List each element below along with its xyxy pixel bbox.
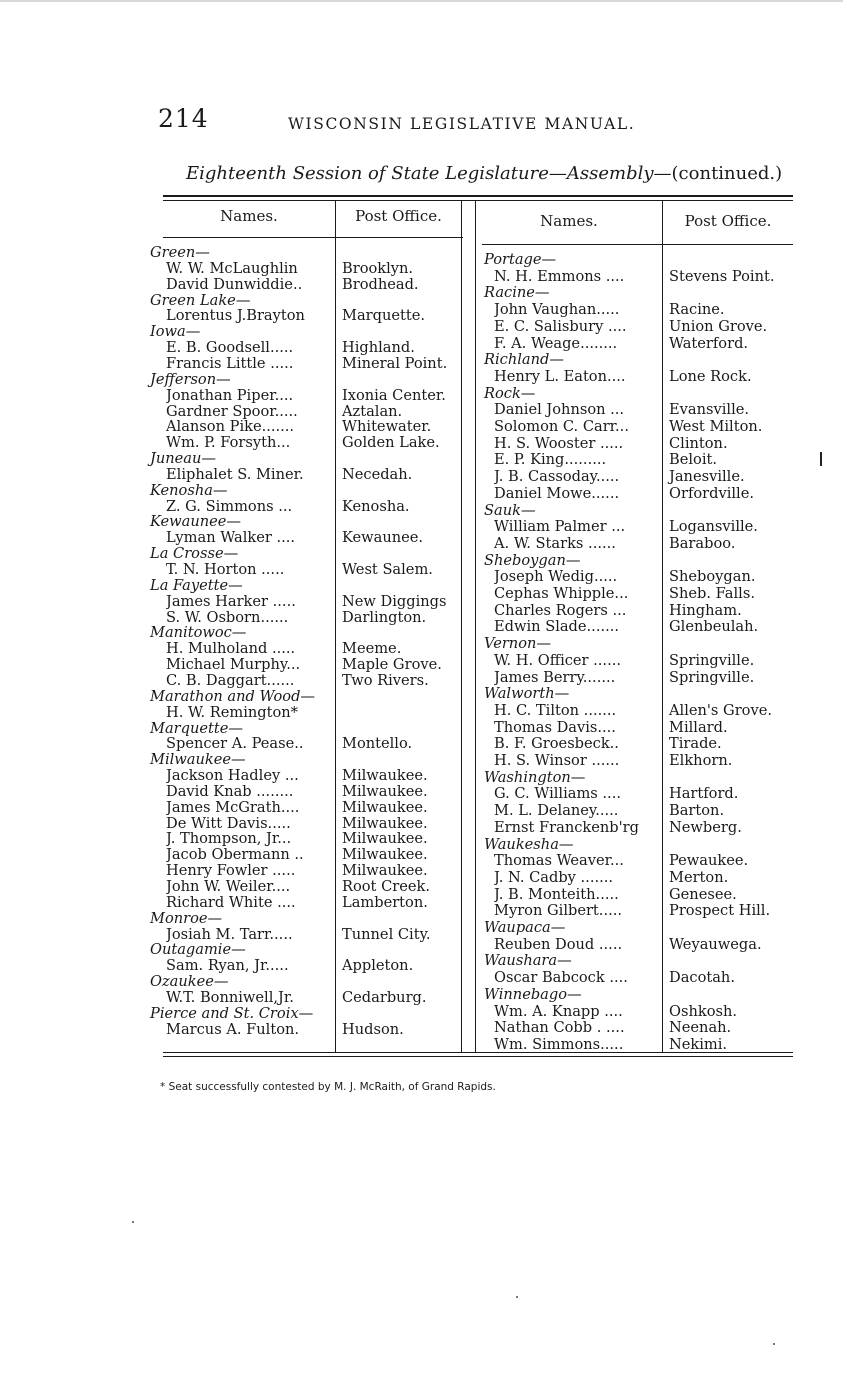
post-office: Milwaukee. <box>342 798 428 816</box>
member-name: N. H. Emmons .... <box>494 268 625 285</box>
member-name: G. C. Williams .... <box>494 786 621 803</box>
scan-top-edge <box>0 0 843 2</box>
county-heading: Marquette— <box>150 719 243 737</box>
county-heading: Kenosha— <box>150 481 228 499</box>
post-office: Milwaukee. <box>342 846 428 864</box>
member-name: B. F. Groesbeck.. <box>494 736 619 753</box>
member-name: De Witt Davis..... <box>166 815 291 832</box>
member-name: Wm. A. Knapp .... <box>494 1003 623 1020</box>
member-name: J. B. Cassoday..... <box>494 469 620 486</box>
member-name: John Vaughan..... <box>494 302 620 319</box>
post-office: Marquette. <box>342 307 426 325</box>
county-heading: Winnebago— <box>484 985 582 1003</box>
member-name: Cephas Whipple... <box>494 586 629 602</box>
county-heading: Waukesha— <box>484 835 574 853</box>
member-name: Wm. P. Forsyth... <box>166 435 291 452</box>
member-name: Richard White .... <box>166 894 296 911</box>
member-name: Josiah M. Tarr..... <box>166 926 293 943</box>
table-bottom-rule-2 <box>163 1056 793 1057</box>
county-heading: Monroe— <box>150 909 223 927</box>
county-heading: Portage— <box>484 251 557 268</box>
county-heading: Vernon— <box>484 635 551 653</box>
post-office: Neenah. <box>669 1019 732 1037</box>
post-office: Merton. <box>669 868 729 886</box>
county-heading: Jefferson— <box>150 370 231 388</box>
county-heading: Sheboygan— <box>484 551 581 569</box>
divider-center-2 <box>475 201 476 1052</box>
member-name: F. A. Weage........ <box>494 335 618 352</box>
county-heading: Pierce and St. Croix— <box>150 1004 314 1022</box>
post-office: Clinton. <box>669 434 728 452</box>
post-office: Millard. <box>669 718 728 736</box>
member-name: H. S. Wooster ..... <box>494 435 624 452</box>
member-name: H. S. Winsor ...... <box>494 753 620 769</box>
member-name: Thomas Weaver... <box>494 853 624 870</box>
member-name: Spencer A. Pease.. <box>166 736 304 753</box>
member-name: Jonathan Piper.... <box>166 387 294 404</box>
county-heading: Outagamie— <box>150 941 246 959</box>
county-heading: Waupaca— <box>484 919 566 936</box>
post-office: Lamberton. <box>342 893 428 911</box>
left-names-header: Names. <box>220 207 278 225</box>
divider-left-table <box>335 201 336 1052</box>
post-office: Nekimi. <box>669 1035 728 1053</box>
margin-mark <box>820 452 822 466</box>
post-office: Ixonia Center. <box>342 386 446 404</box>
post-office: Springville. <box>669 668 755 686</box>
post-office: Necedah. <box>342 465 413 483</box>
member-name: E. B. Goodsell..... <box>166 340 294 357</box>
post-office: New Diggings <box>342 592 447 610</box>
right-post-office-header: Post Office. <box>684 212 772 230</box>
member-name: J. N. Cadby ....... <box>494 869 614 886</box>
subtitle-italic: Eighteenth Session of State Legislature—Assembly— <box>186 163 672 184</box>
post-office: West Salem. <box>342 561 433 578</box>
member-name: Henry L. Eaton.... <box>494 368 626 385</box>
member-name: J. B. Monteith..... <box>494 886 619 903</box>
member-name: Alanson Pike....... <box>166 419 295 436</box>
member-name: Jackson Hadley ... <box>166 768 299 785</box>
county-heading: Richland— <box>484 351 564 369</box>
page-number: 214 <box>158 104 209 133</box>
member-name: S. W. Osborn...... <box>166 609 289 626</box>
post-office: Hartford. <box>669 785 739 803</box>
post-office: Appleton. <box>342 957 414 975</box>
table-subtitle <box>186 163 782 184</box>
post-office: Evansville. <box>669 401 750 419</box>
post-office: Root Creek. <box>342 878 430 895</box>
member-name: Z. G. Simmons ... <box>166 498 293 515</box>
post-office: Elkhorn. <box>669 752 733 769</box>
post-office: Brodhead. <box>342 275 419 293</box>
member-name: Daniel Mowe...... <box>494 485 620 502</box>
county-heading: Marathon and Wood— <box>150 687 316 705</box>
member-name: Edwin Slade....... <box>494 619 620 636</box>
county-heading: La Crosse— <box>150 545 239 563</box>
header-rule-left <box>163 237 463 238</box>
post-office: Lone Rock. <box>669 367 752 385</box>
post-office: Kewaunee. <box>342 529 424 547</box>
table-top-rule <box>163 195 793 197</box>
post-office: Tunnel City. <box>342 925 431 943</box>
post-office: Milwaukee. <box>342 782 428 800</box>
post-office: Springville. <box>669 651 755 669</box>
member-name: John W. Weiler.... <box>166 879 291 895</box>
member-name: David Dunwiddie.. <box>166 276 303 293</box>
county-heading: Waushara— <box>484 952 572 970</box>
post-office: Kenosha. <box>342 497 410 515</box>
member-name: Eliphalet S. Miner. <box>166 466 304 483</box>
member-name: H. Mulholand ..... <box>166 641 296 658</box>
post-office: Newberg. <box>669 818 742 836</box>
right-names-header: Names. <box>540 212 598 230</box>
member-name: Solomon C. Carr... <box>494 419 629 435</box>
member-name: James McGrath.... <box>166 799 300 816</box>
county-heading: Green Lake— <box>150 291 251 309</box>
post-office: West Milton. <box>669 418 763 435</box>
post-office: Pewaukee. <box>669 852 749 870</box>
post-office: Milwaukee. <box>342 767 428 785</box>
post-office: Racine. <box>669 301 725 319</box>
member-name: H. W. Remington* <box>166 704 298 721</box>
member-name: W. W. McLaughlin <box>166 260 298 277</box>
county-heading: Rock— <box>484 384 536 402</box>
member-name: Joseph Wedig..... <box>494 569 618 586</box>
post-office: Union Grove. <box>669 317 768 335</box>
member-name: A. W. Starks ...... <box>494 535 616 552</box>
post-office: Montello. <box>342 735 413 753</box>
member-name: Marcus A. Fulton. <box>166 1021 300 1038</box>
member-name: Gardner Spoor..... <box>166 403 298 420</box>
post-office: Barton. <box>669 802 725 820</box>
county-heading: Milwaukee— <box>150 751 246 769</box>
post-office: Mineral Point. <box>342 354 448 372</box>
post-office: Cedarburg. <box>342 988 427 1006</box>
scan-speck <box>132 1221 134 1223</box>
post-office: Glenbeulah. <box>669 618 759 636</box>
post-office: Dacotah. <box>669 969 735 987</box>
post-office: Aztalan. <box>342 402 403 420</box>
post-office: Maple Grove. <box>342 656 442 674</box>
post-office: Milwaukee. <box>342 862 428 880</box>
post-office: Janesville. <box>669 468 745 486</box>
member-name: David Knab ........ <box>166 783 294 800</box>
member-name: E. P. King......... <box>494 452 607 469</box>
table-top-rule-thin <box>163 200 793 201</box>
county-heading: Racine— <box>484 284 550 302</box>
scan-speck <box>773 1343 775 1345</box>
post-office: Weyauwega. <box>669 935 762 953</box>
scan-speck <box>516 1296 518 1298</box>
county-heading: Green— <box>150 244 210 261</box>
member-name: Lyman Walker .... <box>166 530 296 547</box>
subtitle-plain: (continued.) <box>671 163 783 184</box>
member-name: Michael Murphy... <box>166 657 301 674</box>
post-office: Darlington. <box>342 608 427 626</box>
member-name: James Harker ..... <box>166 593 296 610</box>
post-office: Baraboo. <box>669 534 736 552</box>
county-heading: Ozaukee— <box>150 973 229 991</box>
post-office: Hudson. <box>342 1020 404 1038</box>
member-name: Charles Rogers ... <box>494 602 627 619</box>
post-office: Brooklyn. <box>342 259 414 277</box>
county-heading: Iowa— <box>150 323 201 341</box>
member-name: Reuben Doud ..... <box>494 936 623 953</box>
member-name: Myron Gilbert..... <box>494 903 622 920</box>
member-name: Francis Little ..... <box>166 355 294 372</box>
county-heading: Sauk— <box>484 501 536 519</box>
member-name: H. C. Tilton ....... <box>494 702 617 719</box>
post-office: Orfordville. <box>669 484 754 502</box>
post-office: Beloit. <box>669 451 717 469</box>
member-name: W. H. Officer ...... <box>494 652 621 669</box>
post-office: Whitewater. <box>342 418 432 436</box>
post-office: Logansville. <box>669 518 758 536</box>
member-name: Ernst Franckenb'rg <box>494 819 639 836</box>
divider-right-table <box>662 201 663 1052</box>
post-office: Oshkosh. <box>669 1002 738 1020</box>
divider-center-1 <box>461 201 462 1052</box>
county-heading: Manitowoc— <box>150 624 247 642</box>
member-name: T. N. Horton ..... <box>166 562 285 578</box>
post-office: Prospect Hill. <box>669 902 771 920</box>
footnote: * Seat successfully contested by M. J. McRaith, of Grand Rapids. <box>160 1081 496 1093</box>
member-name: E. C. Salisbury .... <box>494 318 627 335</box>
member-name: J. Thompson, Jr... <box>166 831 292 848</box>
county-heading: Juneau— <box>150 450 216 468</box>
running-head: WISCONSIN LEGISLATIVE MANUAL. <box>288 115 636 133</box>
post-office: Highland. <box>342 339 415 357</box>
post-office: Golden Lake. <box>342 434 440 452</box>
member-name: James Berry....... <box>494 669 616 686</box>
member-name: Oscar Babcock .... <box>494 970 628 987</box>
member-name: William Palmer ... <box>494 519 626 536</box>
post-office: Meeme. <box>342 640 402 658</box>
post-office: Waterford. <box>669 334 749 352</box>
post-office: Hingham. <box>669 601 742 619</box>
member-name: M. L. Delaney..... <box>494 803 619 820</box>
member-name: C. B. Daggart...... <box>166 672 295 689</box>
header-rule-right <box>482 244 793 245</box>
member-name: Lorentus J.Brayton <box>166 308 305 325</box>
member-name: Wm. Simmons..... <box>494 1036 624 1053</box>
post-office: Milwaukee. <box>342 814 428 832</box>
post-office: Two Rivers. <box>342 671 429 689</box>
county-heading: Washington— <box>484 768 586 786</box>
member-name: Thomas Davis.... <box>494 719 616 736</box>
post-office: Tirade. <box>669 735 722 753</box>
county-heading: Kewaunee— <box>150 513 242 531</box>
member-name: Henry Fowler ..... <box>166 863 296 880</box>
member-name: Nathan Cobb . .... <box>494 1020 625 1037</box>
left-post-office-header: Post Office. <box>355 207 442 225</box>
post-office: Allen's Grove. <box>669 701 772 719</box>
member-name: Jacob Obermann .. <box>166 847 304 864</box>
member-name: W.T. Bonniwell,Jr. <box>166 989 294 1006</box>
county-heading: Walworth— <box>484 685 570 703</box>
member-name: Daniel Johnson ... <box>494 402 625 419</box>
post-office: Stevens Point. <box>669 267 775 285</box>
post-office: Sheb. Falls. <box>669 585 755 602</box>
member-name: Sam. Ryan, Jr..... <box>166 958 289 975</box>
post-office: Genesee. <box>669 885 737 903</box>
county-heading: La Fayette— <box>150 576 243 594</box>
post-office: Sheboygan. <box>669 568 756 586</box>
post-office: Milwaukee. <box>342 830 428 848</box>
